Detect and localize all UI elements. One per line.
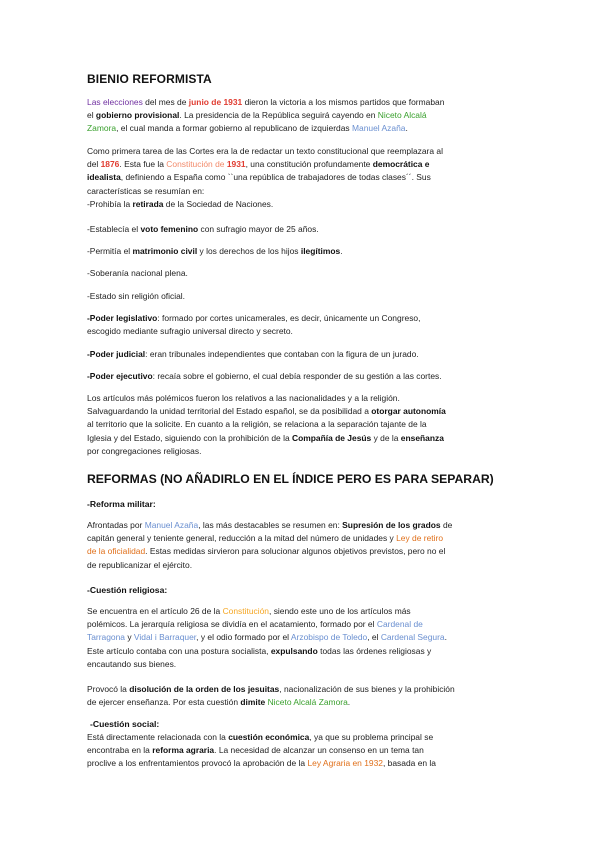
highlight-text: de la oficialidad [87,546,146,557]
highlight-text: Vidal i Barraquer [133,632,197,643]
text-run: Afrontadas por [87,520,145,530]
list-item [87,223,517,236]
text-run: . [347,697,351,708]
text-line [87,545,517,558]
text-run: . La necesidad de alcanzar un consenso en un tema tan [214,745,424,756]
text-line [87,532,517,545]
bold-text: -Poder ejecutivo [87,371,153,381]
text-run: y los derechos de los hijos [197,246,301,256]
text-run: . Esta fue la [119,159,167,170]
text-line [87,559,517,572]
text-line [87,348,517,361]
text-line [87,631,517,644]
text-run: de [440,520,453,530]
highlight-text: Arzobispo de Toledo [290,632,368,643]
text-line [87,418,517,431]
paragraph-military-reform [87,519,517,572]
bold-text: retirada [132,198,164,209]
text-run: capitán general y teniente general, reducción a la mitad del número de unidades y [87,533,397,544]
subsection-title: -Reforma militar: [87,499,156,509]
list-item [87,348,517,361]
text-run: . [405,123,408,134]
text-line [87,696,517,709]
text-line [87,757,517,770]
text-line [87,370,517,383]
text-run: . Estas medidas sirvieron para solucionar algunos objetivos previstos, pero no el [145,546,446,557]
text-run: -Permitía el [87,246,133,256]
highlight-text: Manuel Azaña [352,123,406,134]
text-run: dieron la victoria a los mismos partidos que formaban [242,97,445,107]
text-line [87,290,517,303]
highlight-text: Niceto Alcalá Zamora [267,697,348,708]
list-item [87,267,517,280]
text-run: el [87,110,96,121]
highlight-text: Ley Agraria en 1932 [307,758,383,769]
bold-text: -Poder legislativo [87,313,158,323]
highlight-text: junio de 1931 [188,97,243,107]
highlight-text: Las elecciones [87,97,143,107]
text-line [87,744,517,757]
text-run: encautando sus bienes. [87,658,177,669]
paragraph-polemic-articles [87,392,517,458]
text-run: , el cual manda a formar gobierno al republicano de izquierdas [116,123,352,134]
text-run: . [340,246,343,256]
highlight-text: Ley de retiro [396,533,444,544]
bold-text: disolución de la orden de los jesuitas [129,684,280,694]
text-run: proclive a los enfrentamientos provocó la aprobación de la [87,758,308,769]
highlight-text: Zamora [87,123,117,134]
list-item [87,312,517,338]
bold-text: voto femenino [140,224,199,234]
text-run: . La presidencia de la República seguirá cayendo en [179,110,378,121]
text-run: del [87,159,101,170]
text-run: encontraba en la [87,745,153,756]
text-run: polémicos. La jerarquía religiosa se dividía en el acatamiento, formado por el [87,619,377,630]
highlight-text: Constitución de [166,159,227,170]
text-run: , basada en la [382,758,436,769]
text-line [87,185,517,198]
text-line [87,122,517,135]
text-run: Provocó la [87,684,130,694]
text-run: . [444,632,447,643]
text-line [87,519,517,532]
bold-text: Supresión de los grados [342,520,441,530]
text-run: -Prohibía la [87,198,133,209]
text-line [87,405,517,418]
text-run: , ya que su problema principal se [309,732,434,742]
bold-text: cuestión económica [228,732,310,742]
list-item [87,290,517,303]
bold-text: dimite [240,697,266,708]
text-run: Como primera tarea de las Cortes era la de redactar un texto constitucional que reemplazara al [87,146,443,156]
text-run: , una constitución profundamente [245,159,373,170]
text-line [87,158,517,171]
text-run: de republicanizar el ejército. [87,559,193,570]
text-line [87,312,517,325]
text-line [87,145,517,158]
text-line [87,731,517,744]
text-line [87,605,517,618]
paragraph-constitution [87,145,517,211]
text-run: características se resumían en: [87,185,205,196]
text-run: y [125,632,134,643]
text-run: , y el odio formado por el [196,632,291,643]
highlight-text: Cardenal de [376,619,423,630]
paragraph-jesuits [87,683,517,709]
highlight-text: Constitución [222,606,269,616]
text-line [87,198,517,211]
text-run: : recaía sobre el gobierno, el cual debía responder de su gestión a las cortes. [152,371,442,381]
text-run: Iglesia y del Estado, siguiendo con la prohibición de la [87,432,292,443]
highlight-text: Manuel Azaña [144,520,199,530]
text-run: y de la [371,432,401,443]
highlight-text: Cardenal Segura [380,632,445,643]
paragraph-religious-question [87,605,517,671]
bold-text: Compañía de Jesús [291,432,372,443]
text-run: con sufragio mayor de 25 años. [198,224,319,234]
text-run: Se encuentra en el artículo 26 de la [87,606,223,616]
text-line [87,392,517,405]
subsection-title: -Cuestión religiosa: [87,585,168,595]
text-run: Está directamente relacionada con la [87,732,229,742]
text-run: Los artículos más polémicos fueron los relativos a las nacionalidades y a la religión. [87,393,400,403]
list-item [87,370,517,383]
list-item [87,245,517,258]
text-run: de la Sociedad de Naciones. [163,198,274,209]
bold-text: enseñanza [400,432,444,443]
bold-text: otorgar autonomía [371,406,446,417]
text-run: : eran tribunales independientes que contaban con la figura de un jurado. [145,349,419,359]
bold-text: idealista [87,172,121,183]
text-run: de ejercer enseñanza. Por esta cuestión [87,697,241,708]
text-line [87,245,517,258]
text-run: al territorio que la solicite. En cuanto a la religión, se relaciona a la separación tajante de la [87,419,427,430]
text-run: , nacionalización de sus bienes y la prohibición [279,684,455,694]
text-run: , las más destacables se resumen en: [198,520,343,530]
text-line [87,325,517,338]
text-line [87,267,517,280]
text-run: -Soberanía nacional plena. [87,268,188,278]
paragraph-social-question [87,731,517,771]
bold-text: expulsando [270,645,318,656]
bold-text: -Poder judicial [87,349,146,359]
text-line [87,432,517,445]
bold-text: ilegítimos [300,246,341,256]
text-line [87,109,517,122]
text-line [87,683,517,696]
text-line [87,445,517,458]
text-line [87,223,517,236]
section-title: BIENIO REFORMISTA [87,72,212,86]
text-run: -Establecía el [87,224,141,234]
text-run: Este artículo contaba con una postura socialista, [87,645,271,656]
text-run: escogido mediante sufragio universal directo y secreto. [87,326,293,337]
text-line [87,171,517,184]
bold-text: reforma agraria [152,745,215,756]
text-line [87,645,517,658]
bold-text: gobierno provisional [95,110,180,121]
text-run: Salvaguardando la unidad territorial del Estado español, se da posibilidad a [87,406,372,417]
section-title: REFORMAS (NO AÑADIRLO EN EL ÍNDICE PERO ES PARA SEPARAR) [87,472,494,486]
text-run: por congregaciones religiosas. [87,445,202,456]
text-line [87,618,517,631]
bold-text: democrática e [372,159,430,170]
text-run: todas las órdenes religiosas y [317,645,432,656]
subsection-title: -Cuestión social: [90,719,160,729]
text-run: -Estado sin religión oficial. [87,291,186,301]
highlight-text: 1931 [226,159,246,170]
bold-text: matrimonio civil [132,246,198,256]
highlight-text: 1876 [100,159,120,170]
text-line [87,658,517,671]
text-run: , siendo este uno de los artículos más [269,606,411,616]
paragraph-elections [87,96,517,136]
highlight-text: Tarragona [87,632,125,643]
text-run: , el [367,632,381,643]
text-run: , definiendo a España como ``una república de trabajadores de todas clases´´. Sus [120,172,431,183]
text-run: : formado por cortes unicamerales, es decir, únicamente un Congreso, [157,313,421,323]
text-run: del mes de [142,97,189,107]
text-line [87,96,517,109]
highlight-text: Niceto Alcalá [377,110,427,121]
